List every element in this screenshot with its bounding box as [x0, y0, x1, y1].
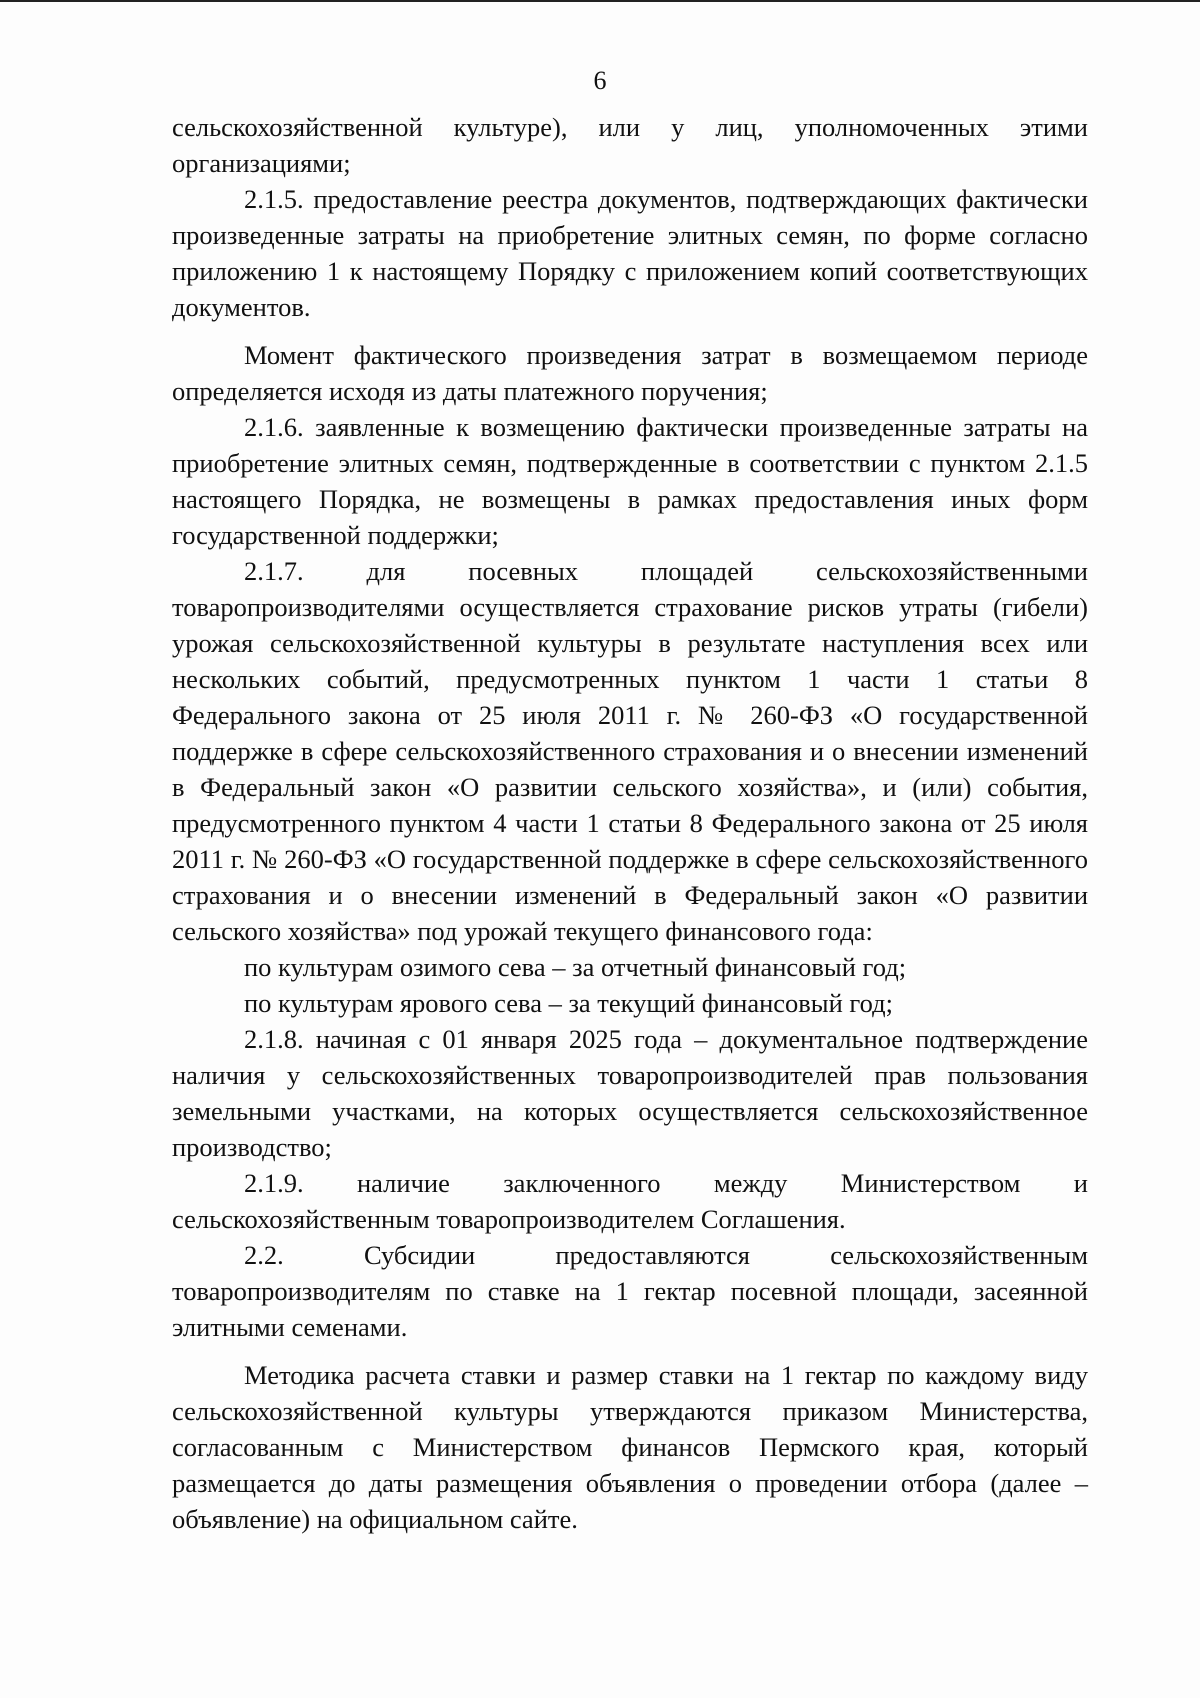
paragraph-cost-moment: Момент фактического произведения затрат в возмещаемом периоде определяется исходя из даты платежного поручения; [172, 340, 1088, 406]
scan-edge-line [0, 0, 1200, 2]
document-body [172, 109, 1088, 1537]
paragraph-2-1-7: 2.1.7. для посевных площадей сельскохозяйственными товаропроизводителями осуществляется страхование рисков утраты (гибели) урожая сельскохозяйственной культуры в результате наступления всех или нескольких событий, предусмотренных пунктом 1 части 1 статьи 8 Федерального закона от 25 июля 2011 г. № 260-ФЗ «О государственной поддержке в сфере сельскохозяйственного страхования и о внесении изменений в Федеральный закон «О развитии сельского хозяйства», и (или) события, предусмотренного пунктом 4 части 1 статьи 8 Федерального закона от 25 июля 2011 г. № 260-ФЗ «О государственной поддержке в сфере сельскохозяйственного страхования и о внесении изменений в Федеральный закон «О развитии сельского хозяйства» под урожай текущего финансового года: [172, 556, 1088, 946]
paragraph-winter-crops: по культурам озимого сева – за отчетный финансовый год; [244, 952, 907, 982]
paragraph-methodology: Методика расчета ставки и размер ставки на 1 гектар по каждому виду сельскохозяйственной культуры утверждаются приказом Министерства, согласованным с Министерством финансов Пермского края, который размещается до даты размещения объявления о проведении отбора (далее – объявление) на официальном сайте. [172, 1360, 1088, 1534]
paragraph-2-1-5: 2.1.5. предоставление реестра документов, подтверждающих фактически произведенные затраты на приобретение элитных семян, по форме согласно приложению 1 к настоящему Порядку с приложением копий соответствующих документов. [172, 184, 1088, 322]
paragraph-continuation: сельскохозяйственной культуре), или у лиц, уполномоченных этими организациями; [172, 112, 1088, 178]
paragraph-2-1-9: 2.1.9. наличие заключенного между Министерством и сельскохозяйственным товаропроизводителем Соглашения. [172, 1168, 1088, 1234]
paragraph-2-1-6: 2.1.6. заявленные к возмещению фактически произведенные затраты на приобретение элитных семян, подтвержденные в соответствии с пунктом 2.1.5 настоящего Порядка, не возмещены в рамках предоставления иных форм государственной поддержки; [172, 412, 1088, 550]
paragraph-2-1-8: 2.1.8. начиная с 01 января 2025 года – документальное подтверждение наличия у сельскохозяйственных товаропроизводителей прав пользования земельными участками, на которых осуществляется сельскохозяйственное производство; [172, 1024, 1088, 1162]
paragraph-spring-crops: по культурам ярового сева – за текущий финансовый год; [244, 988, 893, 1018]
page-number: 6 [593, 66, 607, 95]
paragraph-2-2: 2.2. Субсидии предоставляются сельскохозяйственным товаропроизводителям по ставке на 1 гектар посевной площади, засеянной элитными семенами. [172, 1240, 1088, 1342]
